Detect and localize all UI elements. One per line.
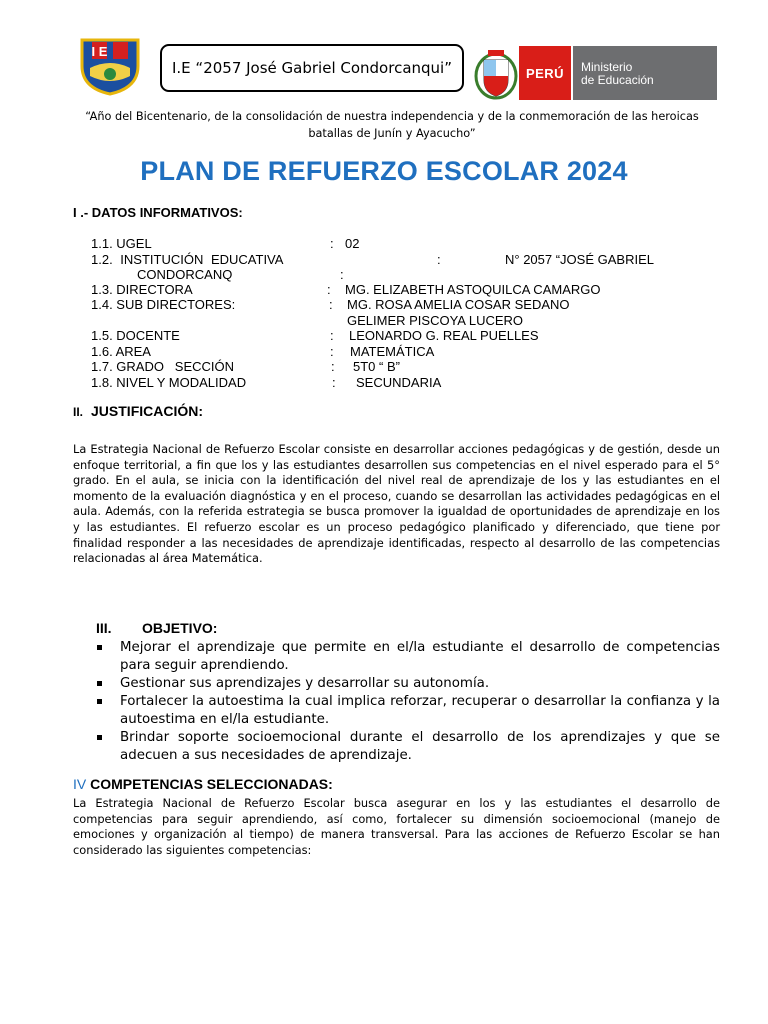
datos-label: 1.6. AREA	[91, 344, 151, 359]
bullet-icon	[97, 735, 102, 740]
bullet-icon	[97, 699, 102, 704]
datos-label: 1.4. SUB DIRECTORES:	[91, 297, 236, 312]
datos-label: CONDORCANQ	[137, 267, 233, 282]
ministry-brand-block	[573, 46, 717, 100]
datos-value: 02	[345, 236, 360, 251]
page-title: PLAN DE REFUERZO ESCOLAR 2024	[140, 156, 628, 186]
datos-label: 1.7. GRADO SECCIÓN	[91, 359, 235, 374]
year-slogan-line-2: batallas de Junín y Ayacucho”	[308, 127, 476, 140]
datos-colon: :	[330, 328, 334, 343]
objetivo-item-text: Mejorar el aprendizaje que permite en el/la estudiante el desarrollo de competencias para seguir aprendiendo.	[120, 640, 720, 673]
datos-value: N° 2057 “JOSÉ GABRIEL	[505, 252, 654, 267]
peru-brand-block	[519, 46, 571, 100]
school-name-box	[160, 44, 464, 92]
objetivo-number: III.	[96, 620, 112, 636]
peru-coat-of-arms-icon	[474, 46, 518, 102]
datos-value: MATEMÁTICA	[350, 344, 435, 359]
competencias-title: COMPETENCIAS SELECCIONADAS:	[90, 776, 333, 792]
ministry-line-2: de Educación	[581, 73, 654, 87]
peru-brand-text: PERÚ	[525, 65, 565, 81]
datos-colon: :	[331, 359, 335, 374]
objetivo-item-text: Fortalecer la autoestima la cual implica reforzar, recuperar o desarrollar la confianza y la autoestima en el/la estudiante.	[120, 694, 720, 727]
objetivo-item-text: Brindar soporte socioemocional durante el desarrollo de los aprendizajes y que se adecuen a sus necesidades de aprendizaje.	[120, 730, 720, 763]
competencias-heading	[73, 776, 333, 792]
list-item	[96, 639, 720, 675]
year-slogan-line-1: “Año del Bicentenario, de la consolidación de nuestra independencia y de la conmemoración de las heroicas	[85, 110, 699, 123]
objetivo-title: OBJETIVO:	[142, 620, 218, 636]
datos-label: 1.3. DIRECTORA	[91, 282, 193, 297]
justificacion-heading	[73, 403, 203, 419]
datos-colon: :	[327, 282, 331, 297]
datos-colon: :	[340, 267, 344, 282]
datos-value: GELIMER PISCOYA LUCERO	[347, 313, 524, 328]
datos-heading: I .- DATOS INFORMATIVOS:	[73, 205, 243, 220]
datos-label: 1.1. UGEL	[91, 236, 152, 251]
justificacion-paragraph: La Estrategia Nacional de Refuerzo Escolar consiste en desarrollar acciones pedagógicas y de gestión, desde un enfoque territorial, a fin que los y las estudiantes desarrollen sus competencias en el nivel esperado para el 5° grado. En el aula, se inicia con la identificación del nivel real de aprendizaje de los y las estudiantes en el momento de la evaluación diagnóstica y en el proceso, cuando se desarrollan las actividades pedagógicas en el aula. Además, con la referida estrategia se busca promover la igualdad de oportunidades de aprendizaje en los y las estudiantes. El refuerzo escolar es un proceso pedagógico planificado y diferenciado, que tiene por finalidad responder a las necesidades de aprendizaje identificadas, respecto al desarrollo de las competencias relacionadas al área Matemática.	[73, 442, 720, 566]
objetivo-item-text: Gestionar sus aprendizajes y desarrollar su autonomía.	[120, 676, 490, 691]
school-logo	[78, 36, 142, 96]
datos-colon: :	[329, 297, 333, 312]
objetivo-list	[96, 639, 720, 765]
year-slogan	[70, 108, 714, 142]
datos-value: MG. ELIZABETH ASTOQUILCA CAMARGO	[345, 282, 601, 297]
list-item	[96, 675, 720, 693]
bullet-icon	[97, 681, 102, 686]
justificacion-title: JUSTIFICACIÓN:	[91, 403, 204, 419]
datos-label: 1.2. INSTITUCIÓN EDUCATIVA	[91, 252, 284, 267]
list-item	[96, 729, 720, 765]
list-item	[96, 693, 720, 729]
school-name: I.E “2057 José Gabriel Condorcanqui”	[171, 59, 452, 77]
datos-value: MG. ROSA AMELIA COSAR SEDANO	[347, 297, 570, 312]
datos-value: SECUNDARIA	[356, 375, 442, 390]
competencias-paragraph: La Estrategia Nacional de Refuerzo Escolar busca asegurar en los y las estudiantes el desarrollo de competencias para seguir aprendiendo, así como, fortalecer su dimensión socioemocional (manejo de emociones y organización al tiempo) de manera transversal. Para las acciones de Refuerzo Escolar se han considerado las siguientes competencias:	[73, 796, 720, 857]
datos-value: LEONARDO G. REAL PUELLES	[349, 328, 539, 343]
datos-label: 1.5. DOCENTE	[91, 328, 180, 343]
datos-colon: :	[437, 252, 441, 267]
datos-value: 5T0 “ B”	[353, 359, 400, 374]
bullet-icon	[97, 645, 102, 650]
datos-colon: :	[332, 375, 336, 390]
datos-colon: :	[330, 236, 334, 251]
justificacion-number: II.	[73, 405, 84, 419]
competencias-number: IV	[73, 776, 87, 792]
datos-colon: :	[330, 344, 334, 359]
objetivo-heading	[96, 620, 217, 636]
ministry-line-1: Ministerio	[581, 60, 633, 74]
school-logo-letter-i: I E	[91, 44, 108, 59]
datos-label: 1.8. NIVEL Y MODALIDAD	[91, 375, 247, 390]
